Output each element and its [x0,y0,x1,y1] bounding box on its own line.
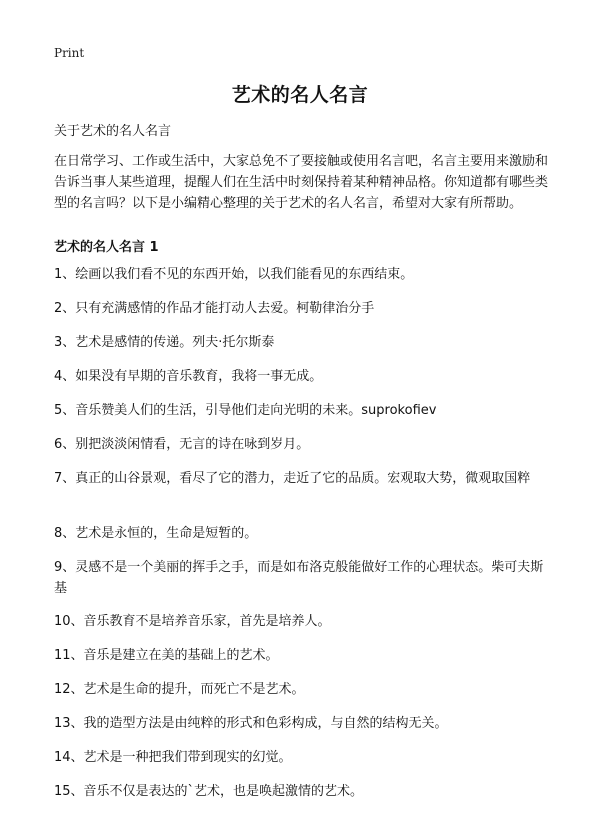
quote-item: 6、别把淡淡闲情看，无言的诗在咏到岁月。 [54,437,310,452]
quote-item: 13、我的造型方法是由纯粹的形式和色彩构成，与自然的结构无关。 [54,716,448,731]
quote-item: 2、只有充满感情的作品才能打动人去爱。柯勒律治分手 [54,301,375,316]
quote-item: 9、灵感不是一个美丽的挥手之手，而是如布洛克般能做好工作的心理状态。柴可夫斯基 [54,560,544,596]
print-link[interactable]: Print [54,46,85,60]
quote-item: 5、音乐赞美人们的生活，引导他们走向光明的未来。suprokofiev [54,403,437,418]
article-subtitle: 关于艺术的名人名言 [54,124,172,139]
quote-item: 15、音乐不仅是表达的`艺术，也是唤起激情的艺术。 [54,784,364,799]
quote-item: 1、绘画以我们看不见的东西开始，以我们能看见的东西结束。 [54,267,414,282]
quote-item: 14、艺术是一种把我们带到现实的幻觉。 [54,750,292,765]
quote-item: 7、真正的山谷景观，看尽了它的潜力，走近了它的品质。宏观取大势，微观取国粹 [54,471,531,486]
quote-item: 4、如果没有早期的音乐教育，我将一事无成。 [54,369,323,384]
quote-item: 10、音乐教育不是培养音乐家，首先是培养人。 [54,614,331,629]
quote-item: 3、艺术是感情的传递。列夫·托尔斯泰 [54,335,275,350]
page-title: 艺术的名人名言 [231,84,369,106]
quote-item: 8、艺术是永恒的，生命是短暂的。 [54,526,258,541]
quote-item: 11、音乐是建立在美的基础上的艺术。 [54,648,279,663]
section-heading: 艺术的名人名言 1 [54,240,159,255]
intro-paragraph: 在日常学习、工作或生活中，大家总免不了要接触或使用名言吧，名言主要用来激励和告诉当事人某些道理，提醒人们在生活中时刻保持着某种精神品格。你知道都有哪些类型的名言吗？以下是小编精心整理的关于艺术的名人名言，希望对大家有所帮助。 [54,154,549,211]
quote-item: 12、艺术是生命的提升，而死亡不是艺术。 [54,682,305,697]
